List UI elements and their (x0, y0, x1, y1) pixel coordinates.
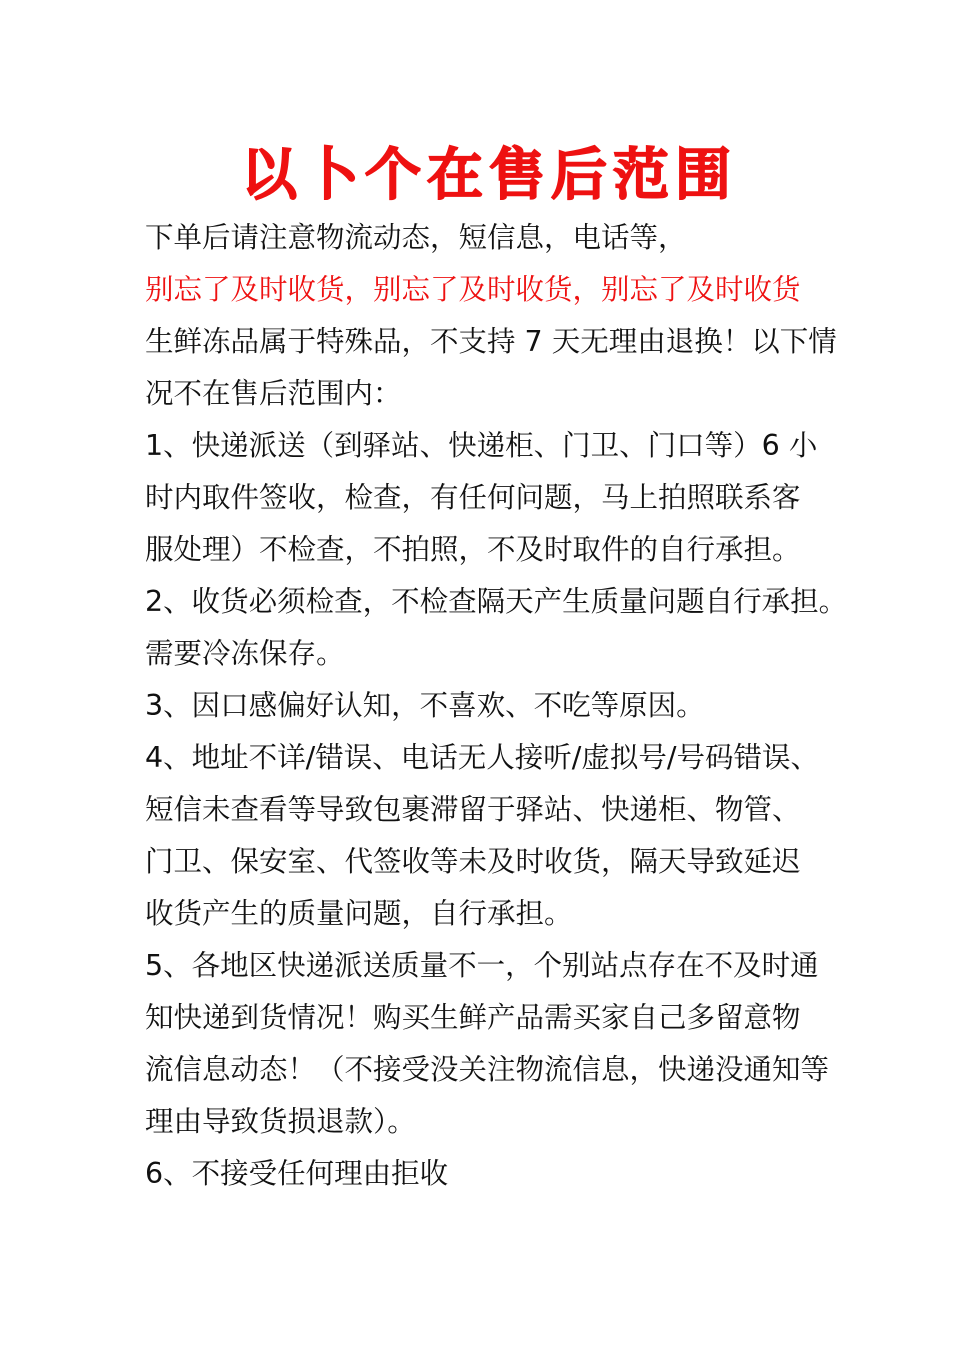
rule-1-line: 1、快递派送（到驿站、快递柜、门卫、门口等）6 小 (145, 429, 818, 462)
rule-5-line: 知快递到货情况！购买生鲜产品需买家自己多留意物 (145, 1001, 801, 1034)
notice-body (145, 212, 848, 1200)
notice-line: 下单后请注意物流动态，短信息，电话等， (145, 221, 687, 254)
reminder-line: 别忘了及时收货，别忘了及时收货，别忘了及时收货 (145, 273, 801, 306)
rule-2-line: 2、收货必须检查，不检查隔天产生质量问题自行承担。 (145, 585, 848, 618)
rule-1-line: 服处理）不检查，不拍照，不及时取件的自行承担。 (145, 533, 801, 566)
notice-line: 生鲜冻品属于特殊品，不支持 7 天无理由退换！以下情 (145, 325, 837, 358)
rule-5-line: 理由导致货损退款）。 (145, 1105, 416, 1138)
rule-1-line: 时内取件签收，检查，有任何问题，马上拍照联系客 (145, 481, 801, 514)
rule-4-line: 门卫、保安室、代签收等未及时收货，隔天导致延迟 (145, 845, 801, 878)
page-title: 以卜个在售后范围 (241, 143, 737, 208)
rule-3-line: 3、因口感偏好认知，不喜欢、不吃等原因。 (145, 689, 705, 722)
rule-6-line: 6、不接受任何理由拒收 (145, 1157, 449, 1190)
rule-5-line: 5、各地区快递派送质量不一，个别站点存在不及时通 (145, 949, 819, 982)
rule-4-line: 收货产生的质量问题，自行承担。 (145, 897, 573, 930)
rule-2-line: 需要冷冻保存。 (145, 637, 345, 670)
rule-5-line: 流信息动态！（不接受没关注物流信息，快递没通知等 (145, 1053, 830, 1086)
rule-4-line: 4、地址不详/错误、电话无人接听/虚拟号/号码错误、 (145, 741, 819, 774)
rule-4-line: 短信未查看等导致包裹滞留于驿站、快递柜、物管、 (145, 793, 801, 826)
notice-line: 况不在售后范围内： (145, 377, 402, 410)
